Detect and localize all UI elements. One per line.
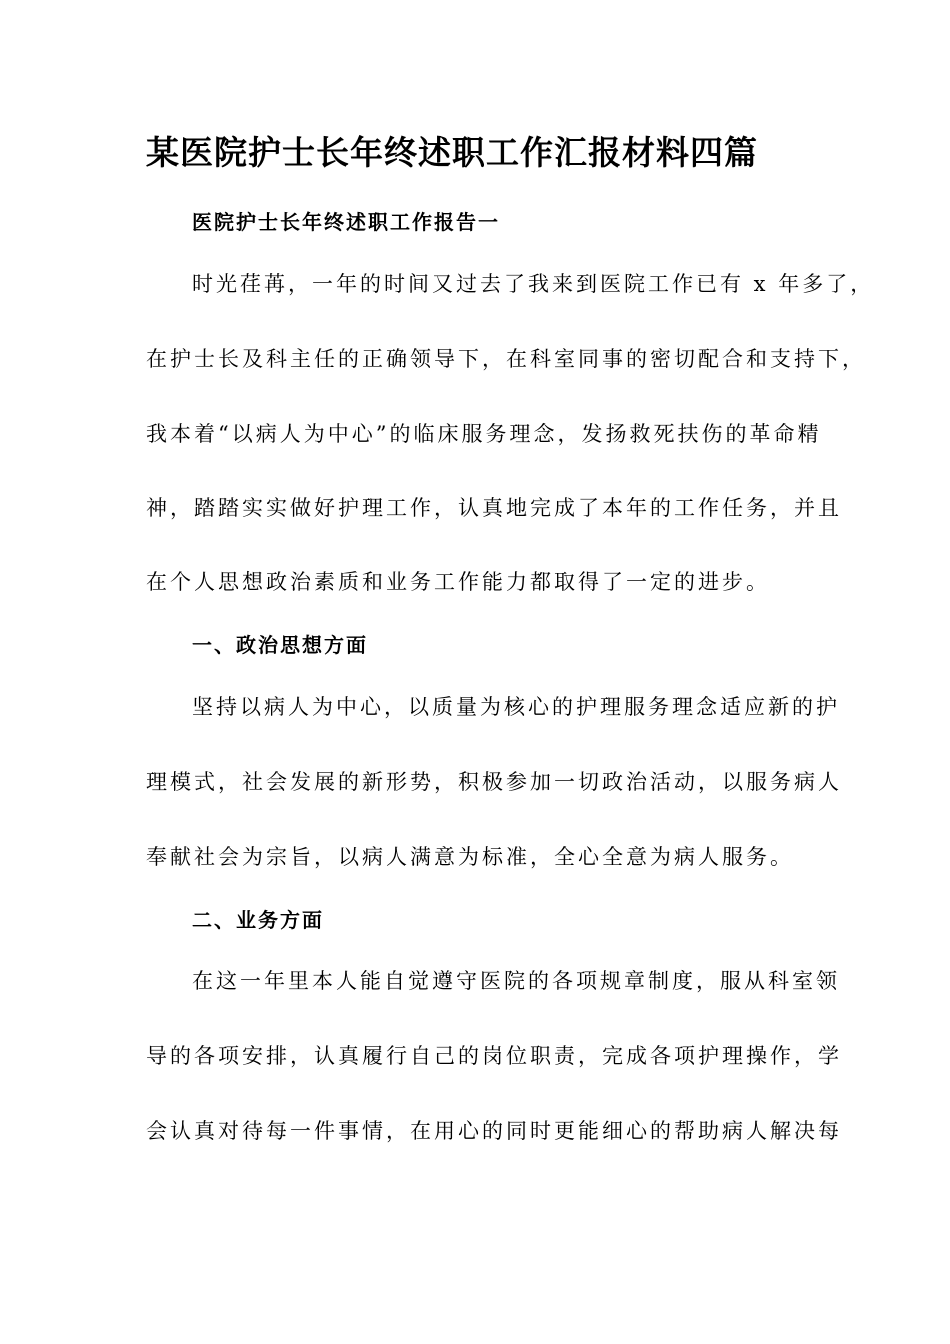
section-heading-politics: 一、政治思想方面 xyxy=(192,633,368,657)
paragraph-line: 在个人思想政治素质和业务工作能力都取得了一定的进步。 xyxy=(146,570,770,594)
paragraph-line: 理模式，社会发展的新形势，积极参加一切政治活动，以服务病人 xyxy=(146,770,842,794)
section-heading-business: 二、业务方面 xyxy=(192,908,324,932)
paragraph-line: 神，踏踏实实做好护理工作，认真地完成了本年的工作任务，并且 xyxy=(146,496,842,520)
paragraph-line: 会认真对待每一件事情，在用心的同时更能细心的帮助病人解决每 xyxy=(146,1119,842,1143)
document-title: 某医院护士长年终述职工作汇报材料四篇 xyxy=(146,133,758,172)
paragraph-line: 在这一年里本人能自觉遵守医院的各项规章制度，服从科室领 xyxy=(192,969,840,993)
paragraph-line: 坚持以病人为中心，以质量为核心的护理服务理念适应新的护 xyxy=(192,695,840,719)
paragraph-line: 在护士长及科主任的正确领导下，在科室同事的密切配合和支持下， xyxy=(146,347,866,371)
paragraph-line: 奉献社会为宗旨，以病人满意为标准，全心全意为病人服务。 xyxy=(146,845,794,869)
paragraph-line: 时光荏苒，一年的时间又过去了我来到医院工作已有 x 年多了， xyxy=(192,272,875,296)
paragraph-line: 我本着“以病人为中心”的临床服务理念，发扬救死扶伤的革命精 xyxy=(146,422,822,446)
report-subtitle: 医院护士长年终述职工作报告一 xyxy=(192,210,500,234)
paragraph-line: 导的各项安排，认真履行自己的岗位职责，完成各项护理操作，学 xyxy=(146,1044,842,1068)
